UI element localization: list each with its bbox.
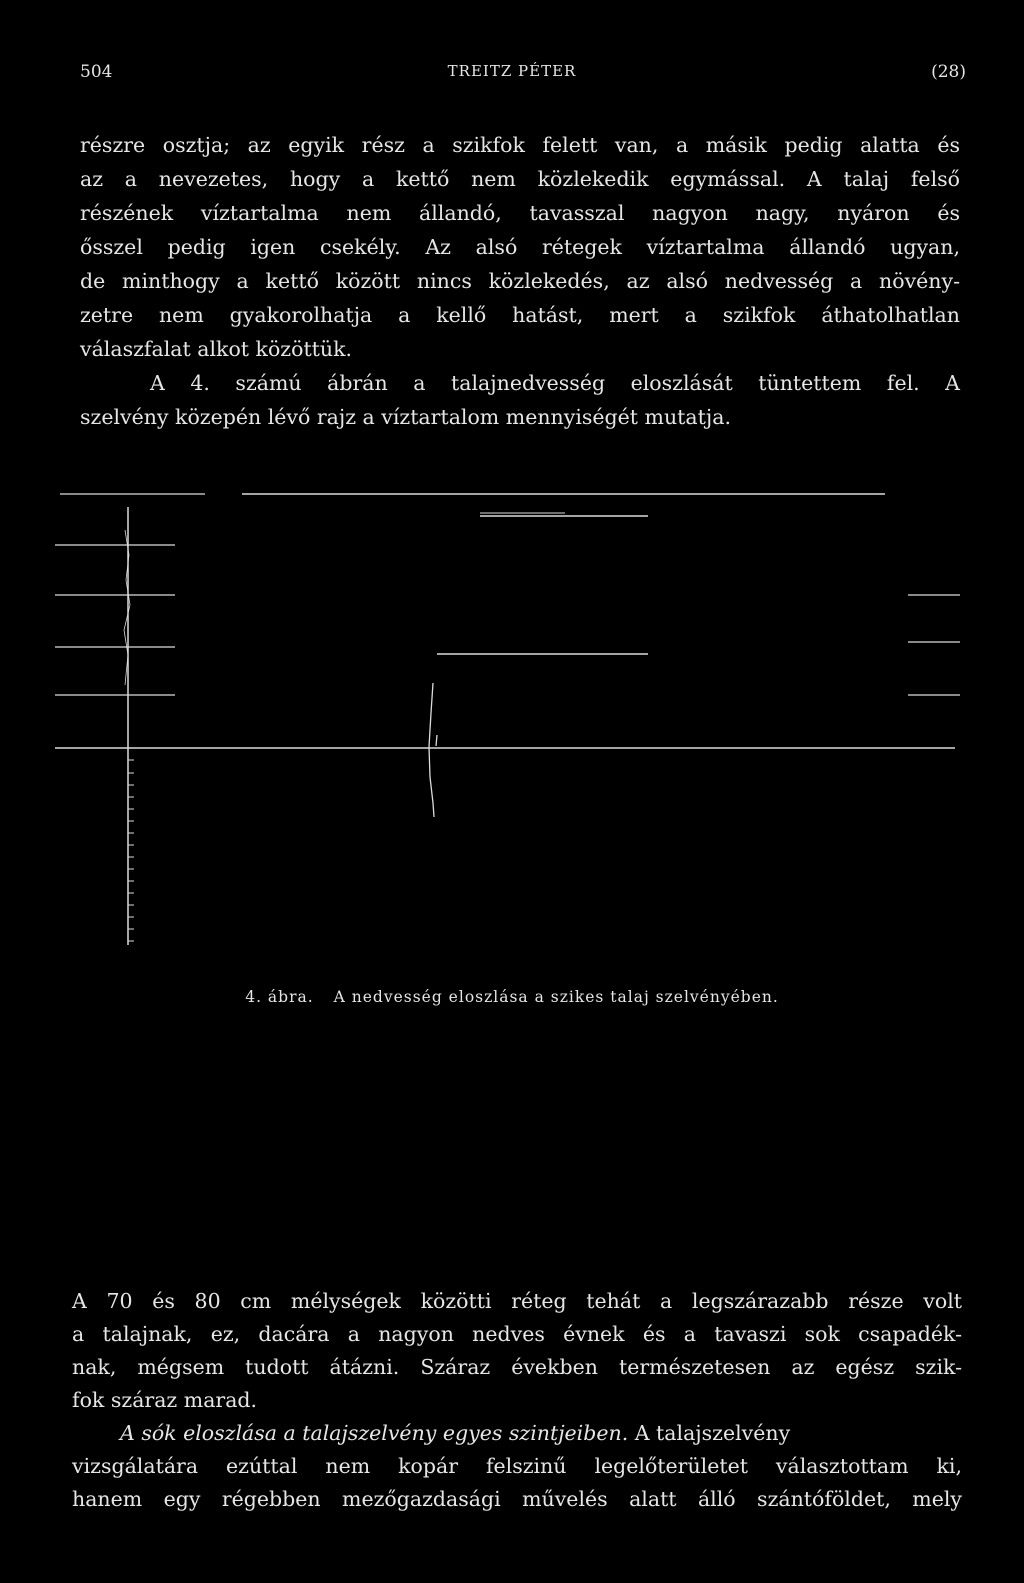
text-line: A 70 és 80 cm mélységek közötti réteg tehát a legszárazabb része volt	[72, 1289, 962, 1313]
chapter-number: (28)	[931, 62, 966, 82]
page-number: 504	[80, 62, 113, 82]
section-heading: A sók eloszlása a talajszelvény egyes szintjeiben.	[120, 1421, 629, 1445]
moisture-curve	[436, 735, 437, 746]
text-line: ősszel pedig igen csekély. Az alsó rétegek víztartalma állandó ugyan,	[80, 235, 960, 259]
text-line: a talajnak, ez, dacára a nagyon nedves évnek és a tavaszi sok csapadék-	[72, 1322, 962, 1346]
text-line: fok száraz marad.	[72, 1388, 258, 1412]
caption-number: 4. ábra.	[245, 988, 314, 1006]
soil-profile-drawing	[0, 485, 1024, 965]
caption-text: A nedvesség eloszlása a szikes talaj szelvényében.	[333, 988, 779, 1006]
text-line: az a nevezetes, hogy a kettő nem közlekedik egymással. A talaj felső	[80, 167, 960, 191]
text-line: de minthogy a kettő között nincs közlekedés, az alsó nedvesség a növény-	[80, 269, 960, 293]
text-line: válaszfalat alkot közöttük.	[80, 337, 353, 361]
paragraph-2	[80, 366, 960, 434]
paragraph-1	[80, 128, 960, 366]
text-line: részre osztja; az egyik rész a szikfok felett van, a másik pedig alatta és	[80, 133, 960, 157]
figure-caption	[0, 988, 1024, 1006]
text-line: vizsgálatára ezúttal nem kopár felszinű legelőterületet választottam ki,	[72, 1454, 962, 1478]
paragraph-4	[72, 1417, 962, 1516]
running-title: TREITZ PÉTER	[447, 62, 577, 80]
paragraph-3	[72, 1285, 962, 1417]
soil-profile-figure	[0, 485, 1024, 965]
page-header	[0, 62, 1024, 86]
text-line	[72, 1417, 962, 1450]
text-line: nak, mégsem tudott átázni. Száraz években természetesen az egész szik-	[72, 1355, 962, 1379]
depth-ticks	[128, 760, 134, 941]
text-line: A 4. számú ábrán a talajnedvesség eloszlását tüntettem fel. A	[150, 371, 960, 395]
text-line: hanem egy régebben mezőgazdasági művelés alatt álló szántóföldet, mely	[72, 1487, 962, 1511]
text-line: zetre nem gyakorolhatja a kellő hatást, mert a szikfok áthatolhatlan	[80, 303, 960, 327]
moisture-curve	[429, 683, 434, 817]
heading-continuation: A talajszelvény	[628, 1421, 791, 1445]
hatching	[124, 530, 130, 685]
text-line: részének víztartalma nem állandó, tavasszal nagyon nagy, nyáron és	[80, 201, 960, 225]
text-line: szelvény közepén lévő rajz a víztartalom mennyiségét mutatja.	[80, 405, 731, 429]
